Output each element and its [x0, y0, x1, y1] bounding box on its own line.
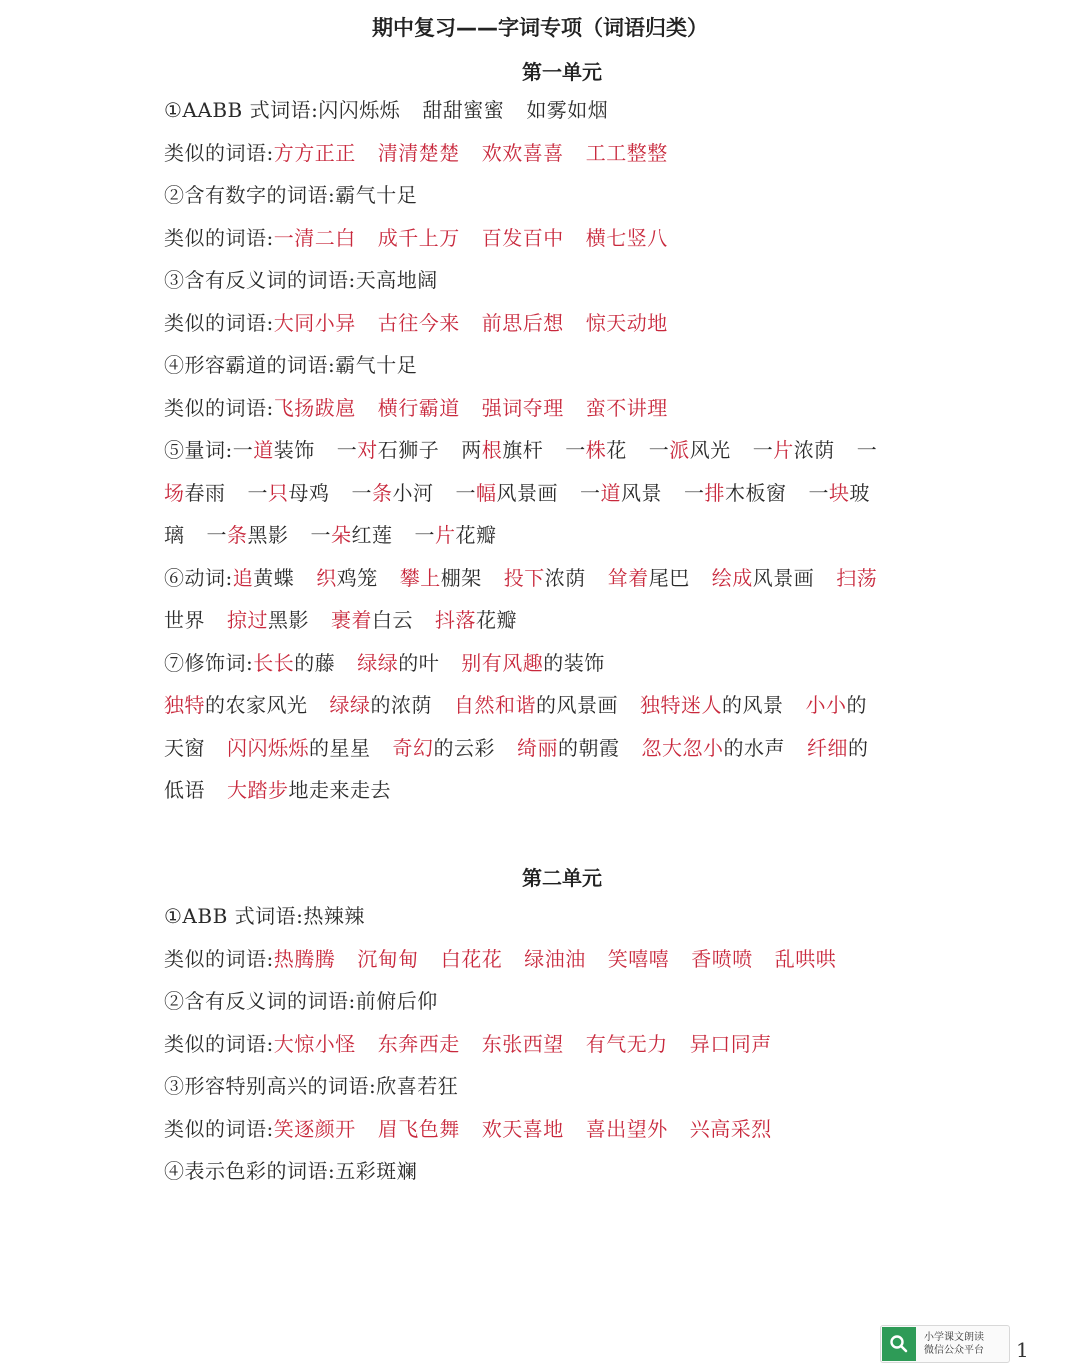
highlighted-word: 幅 [476, 481, 497, 505]
highlighted-word: 对 [357, 438, 378, 462]
text-line [164, 98, 924, 122]
highlighted-word: 横七竖八 [585, 226, 668, 250]
highlighted-word: 条 [372, 481, 393, 505]
text-line [164, 141, 924, 165]
plain-text: ③含有反义词的词语:天高地阔 [164, 268, 438, 292]
plain-text: 类似的词语: [164, 396, 274, 420]
highlighted-word: 兴高采烈 [689, 1117, 772, 1141]
plain-text: 黑影 [268, 608, 309, 632]
plain-text: 白云 [372, 608, 413, 632]
badge-line-1: 小学课文朗读 [924, 1332, 984, 1343]
highlighted-word: 别有风趣 [461, 651, 544, 675]
plain-text: 花瓣 [476, 608, 517, 632]
text-line [164, 481, 924, 505]
text-line [164, 438, 924, 462]
plain-text: 的 [848, 736, 869, 760]
highlighted-word: 朵 [331, 523, 352, 547]
text-line [164, 1032, 924, 1056]
plain-text: 一 [206, 523, 227, 547]
text-line [164, 736, 924, 760]
plain-text: 的藤 [294, 651, 336, 675]
plain-text: 一 [856, 438, 878, 462]
text-line [164, 1159, 924, 1183]
badge-line-2: 微信公众平台 [924, 1345, 984, 1356]
plain-text: 类似的词语: [164, 226, 274, 250]
plain-text: ①AABB 式词语:闪闪烁烁 [164, 98, 401, 122]
search-icon [882, 1327, 916, 1361]
highlighted-word: 大同小异 [273, 311, 356, 335]
plain-text: 一 [310, 523, 331, 547]
plain-text: ①ABB 式词语:热辣辣 [164, 904, 365, 928]
plain-text: 的叶 [398, 651, 440, 675]
highlighted-word: 横行霸道 [377, 396, 460, 420]
text-line [164, 396, 924, 420]
plain-text: 的星星 [309, 736, 371, 760]
plain-text: 红莲 [351, 523, 393, 547]
plain-text: 低语 [164, 778, 205, 802]
plain-text: 一 [648, 438, 670, 462]
plain-text: ⑦修饰词: [164, 651, 254, 675]
highlighted-word: 绿油油 [524, 947, 586, 971]
highlighted-word: 场 [164, 481, 185, 505]
text-line [164, 904, 924, 928]
text-line [164, 693, 924, 717]
plain-text: 的风景 [722, 693, 784, 717]
plain-text: 一 [351, 481, 372, 505]
highlighted-word: 投下 [503, 566, 545, 590]
highlighted-word: 忽大忽小 [641, 736, 724, 760]
plain-text: 一 [580, 481, 601, 505]
highlighted-word: 块 [829, 481, 850, 505]
highlighted-word: 飞扬跋扈 [273, 396, 356, 420]
plain-text: 浓荫 [793, 438, 835, 462]
page-number: 1 [1016, 1338, 1029, 1362]
plain-text: 类似的词语: [164, 1117, 274, 1141]
plain-text: 黄蝶 [253, 566, 295, 590]
plain-text: 地走来走去 [288, 778, 391, 802]
highlighted-word: 东张西望 [481, 1032, 564, 1056]
text-line [164, 608, 924, 632]
highlighted-word: 蛮不讲理 [585, 396, 668, 420]
plain-text: 甜甜蜜蜜 [422, 98, 505, 122]
plain-text: 小河 [392, 481, 434, 505]
unit-heading-2: 第二单元 [522, 866, 602, 890]
text-line [164, 268, 924, 292]
plain-text: 类似的词语: [164, 311, 274, 335]
plain-text: 璃 [164, 523, 185, 547]
highlighted-word: 方方正正 [273, 141, 356, 165]
plain-text: 一 [247, 481, 268, 505]
plain-text: 石狮子 [377, 438, 440, 462]
highlighted-word: 大惊小怪 [273, 1032, 356, 1056]
plain-text: 玻 [849, 481, 870, 505]
plain-text: 的装饰 [543, 651, 605, 675]
plain-text: 的风景画 [536, 693, 618, 717]
plain-text: 的浓荫 [370, 693, 432, 717]
text-line [164, 947, 924, 971]
text-line [164, 989, 924, 1013]
highlighted-word: 热腾腾 [273, 947, 336, 971]
highlighted-word: 欢天喜地 [481, 1117, 564, 1141]
highlighted-word: 欢欢喜喜 [481, 141, 564, 165]
plain-text: 棚架 [440, 566, 482, 590]
plain-text: 风景画 [496, 481, 558, 505]
plain-text: 尾巴 [648, 566, 690, 590]
highlighted-word: 古往今来 [377, 311, 460, 335]
highlighted-word: 工工整整 [585, 141, 668, 165]
highlighted-word: 笑逐颜开 [273, 1117, 356, 1141]
highlighted-word: 香喷喷 [691, 947, 753, 971]
highlighted-word: 大踏步 [227, 778, 289, 802]
highlighted-word: 小小 [805, 693, 847, 717]
plain-text: 风景画 [752, 566, 815, 590]
highlighted-word: 道 [600, 481, 621, 505]
text-line [164, 778, 924, 802]
plain-text: 如雾如烟 [526, 98, 609, 122]
plain-text: 一 [752, 438, 774, 462]
plain-text: 的 [846, 693, 867, 717]
highlighted-word: 绮丽 [517, 736, 558, 760]
highlighted-word: 眉飞色舞 [377, 1117, 460, 1141]
highlighted-word: 纤细 [807, 736, 848, 760]
highlighted-word: 道 [253, 438, 274, 462]
plain-text: ⑤量词:一 [164, 438, 254, 462]
text-line [164, 566, 924, 590]
highlighted-word: 耸着 [607, 566, 649, 590]
highlighted-word: 笑嘻嘻 [607, 947, 670, 971]
wechat-badge [880, 1325, 1010, 1363]
plain-text: 母鸡 [288, 481, 330, 505]
highlighted-word: 攀上 [399, 566, 441, 590]
highlighted-word: 根 [481, 438, 503, 462]
plain-text: 风景 [621, 481, 662, 505]
highlighted-word: 绿绿 [357, 651, 399, 675]
highlighted-word: 奇幻 [392, 736, 434, 760]
plain-text: 一 [565, 438, 586, 462]
highlighted-word: 白花花 [440, 947, 503, 971]
text-line [164, 523, 924, 547]
plain-text: 两 [461, 438, 482, 462]
highlighted-word: 强词夺理 [481, 396, 564, 420]
text-line [164, 226, 924, 250]
plain-text: ②含有反义词的词语:前俯后仰 [164, 989, 438, 1013]
highlighted-word: 绘成 [711, 566, 753, 590]
highlighted-word: 独特迷人 [640, 693, 722, 717]
text-line [164, 651, 924, 675]
text-line [164, 311, 924, 335]
plain-text: 一 [684, 481, 705, 505]
highlighted-word: 派 [669, 438, 690, 462]
plain-text: ④表示色彩的词语:五彩斑斓 [164, 1159, 418, 1183]
plain-text: 的水声 [723, 736, 785, 760]
highlighted-word: 只 [268, 481, 289, 505]
text-line [164, 183, 924, 207]
highlighted-word: 自然和谐 [454, 693, 536, 717]
plain-text: ⑥动词: [164, 566, 233, 590]
highlighted-word: 裹着 [331, 608, 372, 632]
highlighted-word: 前思后想 [481, 311, 564, 335]
highlighted-word: 成千上万 [377, 226, 460, 250]
plain-text: ②含有数字的词语:霸气十足 [164, 183, 418, 207]
highlighted-word: 绿绿 [329, 693, 371, 717]
plain-text: 浓荫 [544, 566, 586, 590]
highlighted-word: 闪闪烁烁 [227, 736, 309, 760]
highlighted-word: 片 [773, 438, 794, 462]
text-line [164, 353, 924, 377]
plain-text: 花 [606, 438, 627, 462]
plain-text: 一 [808, 481, 829, 505]
plain-text: 一 [414, 523, 435, 547]
highlighted-word: 片 [435, 523, 456, 547]
highlighted-word: 喜出望外 [585, 1117, 668, 1141]
highlighted-word: 条 [227, 523, 248, 547]
plain-text: 木板窗 [725, 481, 787, 505]
plain-text: 类似的词语: [164, 1032, 274, 1056]
plain-text: ③形容特别高兴的词语:欣喜若狂 [164, 1074, 459, 1098]
highlighted-word: 百发百中 [481, 226, 564, 250]
plain-text: 一 [336, 438, 358, 462]
text-line [164, 1074, 924, 1098]
highlighted-word: 织 [316, 566, 337, 590]
plain-text: 春雨 [184, 481, 226, 505]
plain-text: 一 [455, 481, 476, 505]
highlighted-word: 排 [704, 481, 725, 505]
plain-text: 世界 [164, 608, 205, 632]
plain-text: 的朝霞 [558, 736, 620, 760]
highlighted-word: 乱哄哄 [774, 947, 837, 971]
highlighted-word: 扫荡 [836, 566, 878, 590]
highlighted-word: 抖落 [435, 608, 476, 632]
highlighted-word: 追 [232, 566, 254, 590]
plain-text: 天窗 [164, 736, 205, 760]
highlighted-word: 独特 [164, 693, 205, 717]
plain-text: 黑影 [247, 523, 289, 547]
highlighted-word: 沉甸甸 [357, 947, 419, 971]
plain-text: 装饰 [273, 438, 315, 462]
plain-text: 类似的词语: [164, 141, 274, 165]
document-title: 期中复习——字词专项（词语归类） [372, 16, 708, 40]
text-line [164, 1117, 924, 1141]
unit-heading-1: 第一单元 [522, 60, 602, 84]
highlighted-word: 长长 [253, 651, 295, 675]
highlighted-word: 东奔西走 [377, 1032, 460, 1056]
plain-text: 类似的词语: [164, 947, 274, 971]
highlighted-word: 株 [585, 438, 607, 462]
highlighted-word: 异口同声 [689, 1032, 772, 1056]
highlighted-word: 一清二白 [273, 226, 356, 250]
plain-text: 鸡笼 [336, 566, 378, 590]
plain-text: ④形容霸道的词语:霸气十足 [164, 353, 418, 377]
plain-text: 花瓣 [455, 523, 497, 547]
plain-text: 的农家风光 [205, 693, 308, 717]
highlighted-word: 惊天动地 [585, 311, 668, 335]
plain-text: 旗杆 [502, 438, 544, 462]
plain-text: 的云彩 [433, 736, 495, 760]
plain-text: 风光 [689, 438, 731, 462]
highlighted-word: 掠过 [227, 608, 268, 632]
highlighted-word: 有气无力 [585, 1032, 668, 1056]
highlighted-word: 清清楚楚 [377, 141, 460, 165]
